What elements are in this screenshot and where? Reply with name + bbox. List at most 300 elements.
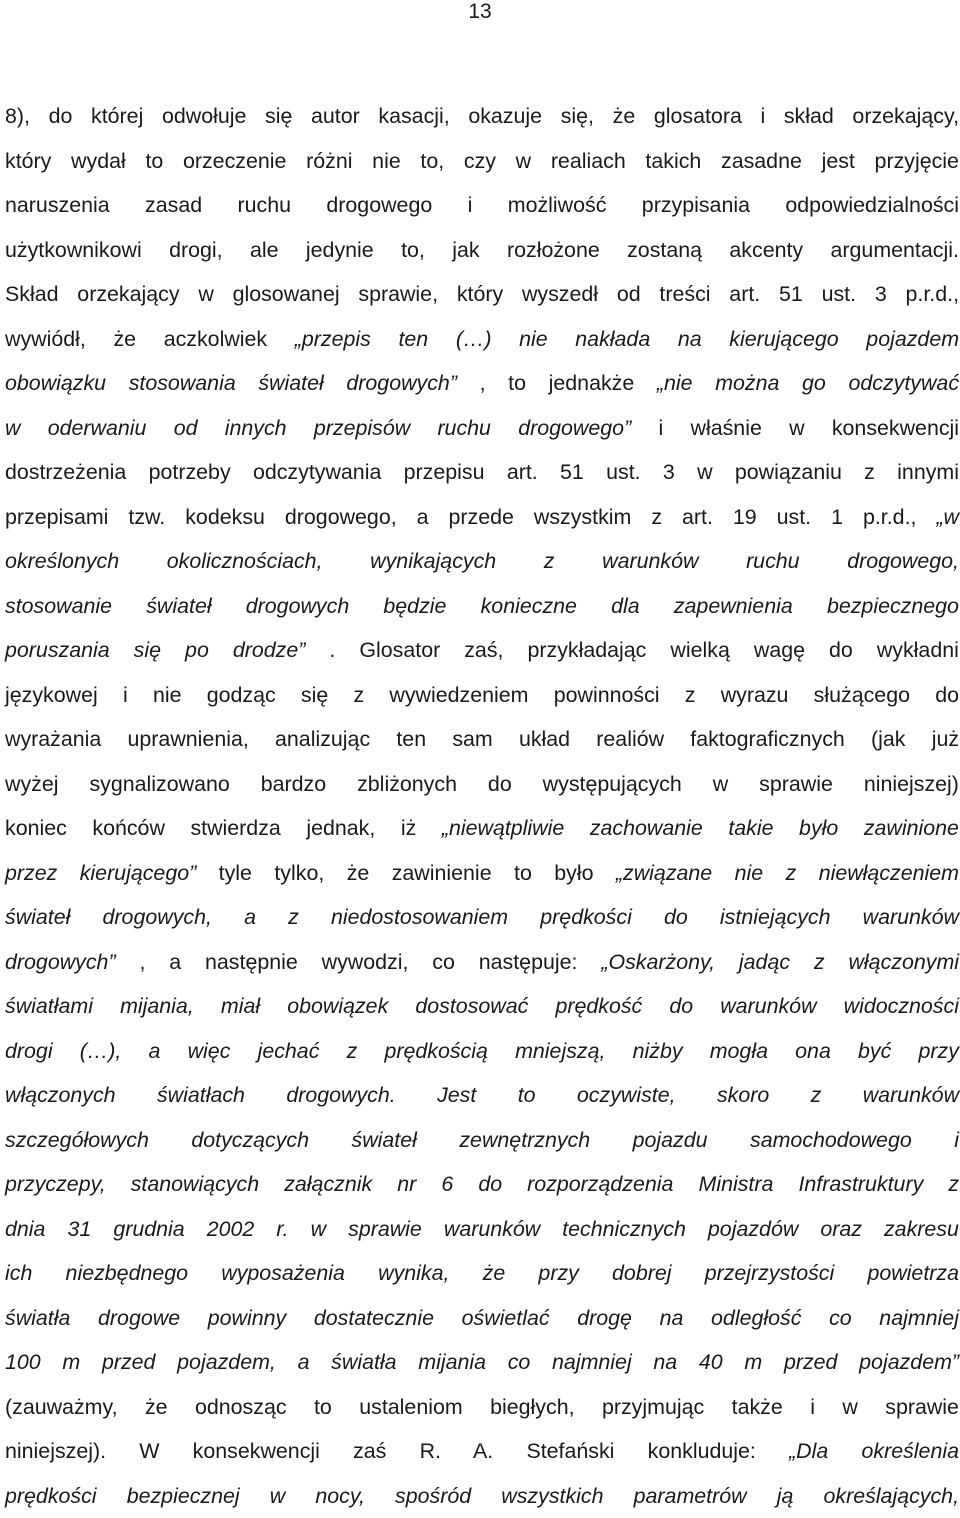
text-word: pojazdem, [177,1350,276,1374]
text-word: jedynie [306,238,374,262]
text-word: przykładając [527,638,646,662]
text-word: nocy, [315,1484,365,1508]
text-word: i [810,1395,815,1419]
text-word: w [311,1217,326,1241]
text-word: oczywiste, [577,1083,676,1107]
text-word: wywiódł, [5,327,86,351]
text-word: kierującego [729,327,838,351]
text-word: stosowanie [5,594,112,618]
text-word: samochodowego [750,1128,912,1152]
text-word: przed [784,1350,838,1374]
text-word: co [508,1350,531,1374]
text-word: do [829,638,853,662]
text-word: że [347,861,370,885]
text-word: drogowych [246,594,349,618]
text-word: „związane [616,861,712,885]
text-line [5,1385,959,1430]
text-word: kasacji, [378,104,449,128]
text-word: co [829,1306,852,1330]
text-word: realiów [596,727,664,751]
text-word: R. [420,1439,441,1463]
text-word: określenia [862,1439,960,1463]
text-line [5,762,959,807]
text-word: wydał [71,149,126,173]
text-word: przy [538,1261,578,1285]
text-word: . [329,638,335,662]
text-word: W [139,1439,159,1463]
text-word: językowej [5,683,98,707]
text-word: drogowego [326,193,432,217]
text-word: do [478,1172,502,1196]
text-word: przepisami [5,505,108,529]
text-word: w [516,149,531,173]
text-word: warunków [720,994,816,1018]
text-word: okolicznościach, [167,549,323,573]
text-line [5,1429,959,1474]
text-word: z [288,905,299,929]
text-word: autor [311,104,360,128]
text-word: 3 [663,460,675,484]
text-word: w [713,772,728,796]
text-word: ruchu [238,193,292,217]
text-word: przede [449,505,514,529]
text-word: biegłych, [490,1395,574,1419]
text-word: glosowanej [233,282,340,306]
text-line [5,584,959,629]
text-word: załącznik [284,1172,372,1196]
text-word: jednak, [306,816,375,840]
text-word: w [198,282,213,306]
text-word: dotyczących [191,1128,309,1152]
text-word: zostaną [627,238,702,262]
text-word: ten [398,327,428,351]
text-word: r. [276,1217,288,1241]
text-word: mijania [418,1350,486,1374]
text-word: „przepis [295,327,371,351]
text-word: użytkownikowi [5,238,142,262]
text-word: grudnia [113,1217,184,1241]
text-word: realiach [551,149,626,173]
text-word: dostrzeżenia [5,460,126,484]
text-word: drogowych. [286,1083,395,1107]
text-word: orzekający, [852,104,959,128]
text-word: określonych [5,549,119,573]
text-word: rozporządzenia [527,1172,673,1196]
text-word: „w [936,505,959,529]
text-word: to [508,371,526,395]
text-word: iż [401,816,416,840]
text-word: art. [682,505,713,529]
text-word: powinności [554,683,660,707]
text-word: jadąc [739,950,790,974]
text-word: stanowiących [131,1172,259,1196]
text-word: wyżej [5,772,59,796]
text-line [5,495,959,540]
text-word: przepisów [314,416,410,440]
text-word: technicznych [562,1217,686,1241]
text-word: sprawie, [358,282,438,306]
text-word: ustaleniom [359,1395,462,1419]
text-line [5,1474,959,1518]
text-line [5,1296,959,1341]
text-word: 100 [5,1350,41,1374]
text-line [5,1162,959,1207]
text-word: z [685,683,696,707]
text-word: było [799,816,838,840]
text-word: m [62,1350,80,1374]
text-word: że [483,1261,506,1285]
text-word: „nie [657,371,693,395]
text-word: oświetlać [462,1306,550,1330]
text-word: zasadne [721,149,802,173]
text-word: , [139,950,145,974]
text-line [5,806,959,851]
text-line [5,1118,959,1163]
text-word: nie [735,861,764,885]
text-word: treści [659,282,710,306]
text-word: go [802,371,826,395]
text-word: jak [452,238,479,262]
text-word: warunków [863,905,959,929]
text-word: w [842,1395,857,1419]
text-word: mniejszą, [515,1039,605,1063]
text-word: na [678,327,702,351]
text-word: 51 [560,460,584,484]
text-word: drogę [577,1306,632,1330]
text-word: (zauważmy, [5,1395,118,1419]
text-word: zachowanie [590,816,703,840]
text-word: do [669,994,693,1018]
text-word: i [760,104,765,128]
text-word: świateł [258,371,323,395]
text-word: kodeksu [185,505,265,529]
text-word: który [457,282,503,306]
text-word: 19 [733,505,757,529]
text-line [5,183,959,228]
text-word: odczytywania [253,460,381,484]
text-line [5,851,959,896]
text-word: czy [464,149,496,173]
text-word: w [789,416,804,440]
text-word: 31 [67,1217,91,1241]
text-word: koniec [5,816,67,840]
text-word: możliwość [508,193,607,217]
text-word: zapewnienia [674,594,793,618]
text-word: drogowego” [518,416,631,440]
text-word: będzie [383,594,446,618]
text-word: to [514,861,532,885]
text-word: następnie [205,950,298,974]
text-word: zawinienie [392,861,492,885]
text-word: pojazdem” [859,1350,959,1374]
text-word: 3 [875,282,887,306]
text-word: godząc [207,683,276,707]
text-word: co [432,950,455,974]
text-word: wywiedzeniem [389,683,528,707]
text-word: szczegółowych [5,1128,149,1152]
text-word: i [468,193,473,217]
text-word: zawinione [864,816,959,840]
text-word: (jak [871,727,905,751]
text-word: to [518,1083,536,1107]
text-word: niniejszej). [5,1439,106,1463]
text-word: ten [396,727,426,751]
text-word: Ministra [699,1172,774,1196]
text-word: innymi [897,460,959,484]
text-word: m [744,1350,762,1374]
text-word: jest [822,149,855,173]
text-word: ona [795,1039,831,1063]
text-word: z [948,1172,959,1196]
text-word: wszystkich [501,1484,603,1508]
text-word: drogowe [98,1306,180,1330]
text-word: się [265,104,292,128]
text-word: a [149,1039,161,1063]
text-word: różni [306,149,352,173]
text-word: układ [519,727,570,751]
text-word: glosatora [654,104,742,128]
text-word: stosowania [129,371,236,395]
text-word: dostatecznie [314,1306,434,1330]
text-line [5,895,959,940]
text-word: drogowego, [285,505,397,529]
text-word: faktograficznych [690,727,845,751]
text-word: widoczności [844,994,959,1018]
text-word: być [858,1039,891,1063]
text-line [5,1340,959,1385]
text-word: światła [5,1306,70,1330]
text-word: a [417,505,429,529]
text-word: ruchu [437,416,491,440]
text-word: takich [645,149,701,173]
text-word: „Dla [789,1439,828,1463]
text-word: 2002 [207,1217,255,1241]
text-word: stwierdza [190,816,280,840]
text-word: nie [153,683,182,707]
text-line [5,1251,959,1296]
text-word: włączonych [5,1083,116,1107]
text-word: światłach [157,1083,245,1107]
text-word: prędkością [384,1039,487,1063]
text-word: wszystkim [534,505,631,529]
text-word: powiązaniu [735,460,842,484]
text-word: ust. [606,460,640,484]
text-line [5,406,959,451]
text-word: konieczne [481,594,577,618]
text-word: nie [372,149,401,173]
text-word: drogi [5,1039,53,1063]
body-text [5,94,959,1518]
text-word: powietrza [867,1261,959,1285]
text-word: 8), [5,104,30,128]
text-word: p.r.d., [863,505,917,529]
text-word: nakłada [575,327,650,351]
text-word: a [244,905,256,929]
text-word: kierującego” [80,861,197,885]
text-word: sprawie [759,772,833,796]
text-word: orzeczenie [183,149,286,173]
text-word: oderwaniu [48,416,147,440]
text-word: przypisania [642,193,750,217]
text-word: drogowych” [346,371,457,395]
text-word: jechać [258,1039,320,1063]
text-word: do [488,772,512,796]
text-word: potrzeby [149,460,231,484]
text-line [5,139,959,184]
text-line [5,1207,959,1252]
text-word: określających, [823,1484,959,1508]
text-word: przy [919,1039,959,1063]
text-word: warunków [444,1217,540,1241]
text-word: świateł [146,594,211,618]
text-word: od [174,416,198,440]
text-word: świateł [352,1128,417,1152]
text-word: ich [5,1261,32,1285]
text-word: zakresu [884,1217,959,1241]
text-word: ją [777,1484,794,1508]
text-word: właśnie [691,416,762,440]
text-word: ale [250,238,279,262]
text-word: zaś [353,1439,386,1463]
text-word: Stefański [526,1439,614,1463]
text-word: A. [473,1439,493,1463]
text-word: przyczepy, [5,1172,106,1196]
text-word: (…) [456,327,492,351]
text-word: można [715,371,779,395]
text-word: sam [452,727,492,751]
text-word: p.r.d., [906,282,960,306]
text-word: to [314,1395,332,1419]
text-line [5,272,959,317]
text-line [5,717,959,762]
text-line [5,361,959,406]
text-word: konkluduje: [648,1439,756,1463]
text-word: drogowych, [103,905,212,929]
text-word: bardzo [261,772,326,796]
text-word: dnia [5,1217,45,1241]
text-word: do [935,683,959,707]
text-word: następuje: [479,950,578,974]
text-word: Infrastruktury [798,1172,923,1196]
text-word: warunków [863,1083,959,1107]
text-word: przyjmując [602,1395,704,1419]
text-word: i [658,416,663,440]
text-word: spośród [395,1484,471,1508]
text-word: występujących [543,772,682,796]
text-word: 40 [699,1350,723,1374]
text-word: końców [92,816,165,840]
text-word: mijania, [120,994,194,1018]
text-line [5,673,959,718]
text-word: dla [611,594,640,618]
text-word: w [5,416,20,440]
text-word: odwołuje [162,104,246,128]
text-word: z [544,549,555,573]
text-word: oraz [820,1217,862,1241]
text-word: zbliżonych [357,772,457,796]
text-word: tyle [219,861,252,885]
text-word: parametrów [634,1484,747,1508]
text-word: nr [397,1172,416,1196]
text-word: ust. [777,505,811,529]
text-word: Jest [437,1083,476,1107]
text-word: pojazdu [633,1128,708,1152]
text-word: z [353,683,364,707]
text-line [5,228,959,273]
text-word: wyposażenia [221,1261,345,1285]
text-line [5,628,959,673]
text-word: pojazdów [708,1217,798,1241]
text-word: art. [729,282,760,306]
page-number: 13 [0,0,960,24]
text-word: z [811,1083,822,1107]
text-word: przepisu [404,460,485,484]
text-word: dostosować [415,994,528,1018]
text-word: zasad [145,193,202,217]
text-word: niedostosowaniem [331,905,508,929]
text-word: pojazdem [866,327,959,351]
text-word: najmniej [879,1306,959,1330]
text-word: bezpiecznej [127,1484,240,1508]
text-word: na [653,1350,677,1374]
text-word: się [301,683,328,707]
text-word: rozłożone [507,238,600,262]
text-word: sygnalizowano [89,772,229,796]
text-word: także [732,1395,783,1419]
text-word: a [298,1350,310,1374]
text-word: z [814,950,825,974]
text-word: uprawnienia, [128,727,249,751]
text-word: najmniej [552,1350,632,1374]
text-word: w [270,1484,285,1508]
text-word: wielką [670,638,729,662]
text-word: świateł [5,905,70,929]
text-word: służącego [814,683,910,707]
text-word: po [185,638,209,662]
text-word: dobrej [612,1261,671,1285]
text-word: 6 [441,1172,453,1196]
text-word: aczkolwiek [164,327,267,351]
text-word: argumentacji. [831,238,959,262]
text-word: ruchu [746,549,800,573]
text-word: więc [188,1039,231,1063]
text-word: poruszania [5,638,110,662]
text-line [5,317,959,362]
text-word: Glosator [359,638,440,662]
text-word: przejrzystości [705,1261,835,1285]
text-word: z [651,505,662,529]
text-word: to, [401,238,425,262]
text-word: konsekwencji [832,416,959,440]
text-word: nie [519,327,548,351]
text-word: że [145,1395,168,1419]
text-word: do [664,905,688,929]
text-word: odpowiedzialności [785,193,959,217]
text-word: drogowego, [847,549,959,573]
text-word: było [554,861,593,885]
text-word: wyrazu [721,683,789,707]
text-word: światła [331,1350,396,1374]
text-word: przez [5,861,57,885]
text-word: który [5,149,51,173]
text-word: wagę [754,638,805,662]
text-word: tzw. [128,505,165,529]
text-word: wynikających [370,549,496,573]
text-word: tylko, [274,861,324,885]
text-word: a [169,950,181,974]
text-word: naruszenia [5,193,110,217]
text-word: ust. [822,282,856,306]
